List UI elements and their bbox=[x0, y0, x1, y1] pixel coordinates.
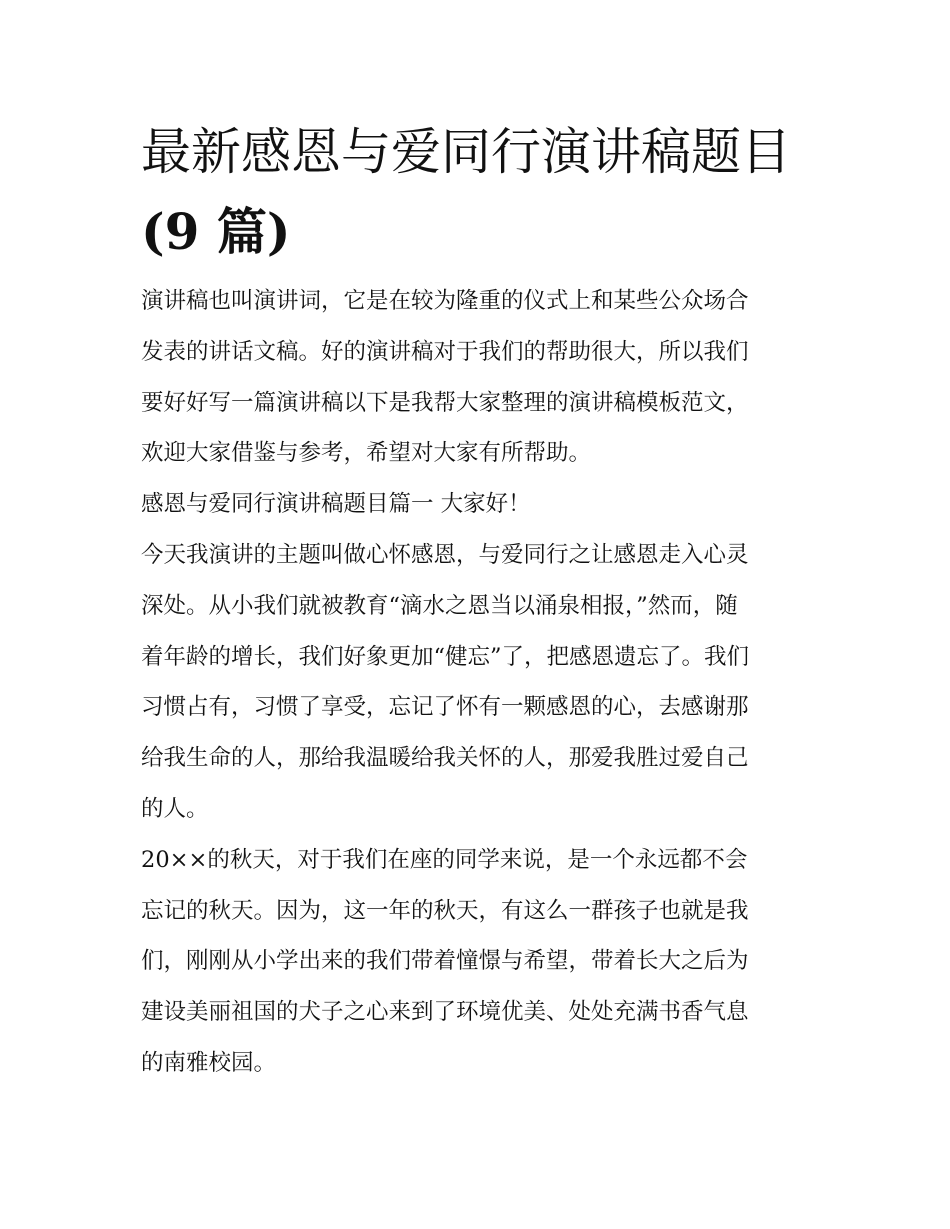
text-line: 习惯占有，习惯了享受，忘记了怀有一颗感恩的心，去感谢那 bbox=[141, 694, 749, 721]
body-paragraph bbox=[141, 835, 821, 1089]
text-line: 建设美丽祖国的犬子之心来到了环境优美、处处充满书香气息 bbox=[141, 999, 749, 1026]
text-line: 们，刚刚从小学出来的我们带着憧憬与希望，带着长大之后为 bbox=[141, 948, 749, 975]
text-line: 今天我演讲的主题叫做心怀感恩，与爱同行之让感恩走入心灵 bbox=[141, 541, 749, 568]
text-line: 的南雅校园。 bbox=[141, 1049, 277, 1076]
document-title bbox=[141, 112, 821, 272]
text-line: 欢迎大家借鉴与参考，希望对大家有所帮助。 bbox=[141, 440, 592, 467]
text-line: 20××的秋天，对于我们在座的同学来说，是一个永远都不会 bbox=[141, 846, 748, 873]
body-paragraph bbox=[141, 530, 821, 835]
text-line: 深处。从小我们就被教育“滴水之恩当以涌泉相报，”然而，随 bbox=[141, 592, 738, 619]
text-line: 感恩与爱同行演讲稿题目篇一 大家好！ bbox=[141, 491, 531, 518]
title-line: (9 篇) bbox=[141, 202, 291, 261]
title-line: 最新感恩与爱同行演讲稿题目 bbox=[141, 123, 791, 181]
intro-paragraph bbox=[141, 276, 821, 479]
text-line: 演讲稿也叫演讲词，它是在较为隆重的仪式上和某些公众场合 bbox=[141, 288, 749, 314]
text-line: 忘记的秋天。因为，这一年的秋天，有这么一群孩子也就是我 bbox=[141, 897, 749, 924]
document-body bbox=[141, 276, 821, 1089]
text-line: 发表的讲话文稿。好的演讲稿对于我们的帮助很大，所以我们 bbox=[141, 338, 749, 365]
text-line: 的人。 bbox=[141, 795, 209, 822]
text-line: 给我生命的人，那给我温暖给我关怀的人，那爱我胜过爱自己 bbox=[141, 745, 749, 772]
section-heading-paragraph bbox=[141, 479, 821, 530]
text-line: 着年龄的增长，我们好象更加“健忘”了，把感恩遗忘了。我们 bbox=[141, 643, 750, 670]
text-line: 要好好写一篇演讲稿以下是我帮大家整理的演讲稿模板范文， bbox=[141, 389, 749, 416]
